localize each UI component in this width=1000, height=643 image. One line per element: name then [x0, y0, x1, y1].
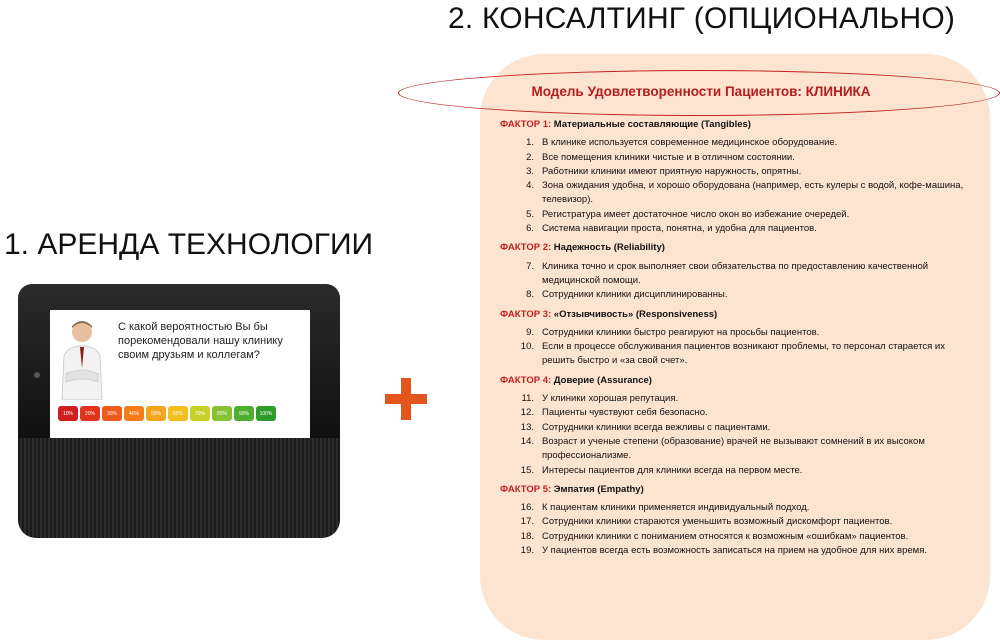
factor-label: ФАКТОР 4:: [500, 374, 552, 386]
list-item: [500, 392, 970, 406]
item-number: 6.: [526, 223, 534, 235]
factor-name: Надежность (Reliability): [553, 242, 665, 254]
item-text: Сотрудники клиники быстро реагируют на просьбы пациентов.: [542, 326, 820, 338]
item-text: У клиники хорошая репутация.: [542, 393, 679, 405]
rating-option[interactable]: 30%: [102, 406, 122, 421]
list-item: [500, 340, 970, 369]
list-item: [500, 326, 970, 340]
rental-heading: 1. АРЕНДА ТЕХНОЛОГИИ: [4, 228, 374, 261]
item-number: 15.: [520, 464, 534, 476]
item-number: 13.: [520, 421, 534, 433]
list-item: [500, 260, 970, 289]
tablet-frame: [18, 284, 340, 444]
factor-label: ФАКТОР 3:: [500, 308, 552, 320]
item-text: Сотрудники клиники с пониманием относятся к возможным «ошибкам» пациентов.: [542, 530, 909, 542]
item-number: 8.: [526, 289, 534, 301]
factor-heading: [500, 308, 970, 322]
rating-scale: [58, 406, 276, 421]
list-item: [500, 165, 970, 179]
item-text: Зона ожидания удобна, и хорошо оборудована (например, есть кулеры с водой, кофе-машина, телевизор).: [542, 180, 964, 206]
factor-heading: [500, 118, 970, 132]
camera-icon: [34, 372, 40, 378]
item-number: 12.: [520, 407, 534, 419]
factor-label: ФАКТОР 2:: [500, 242, 552, 254]
item-text: Если в процессе обслуживания пациентов возникают проблемы, то персонал старается их решить быстро и «за свой счет».: [542, 341, 945, 367]
factor-name: «Отзывчивость» (Responsiveness): [553, 308, 718, 320]
factor-items: [500, 260, 970, 303]
rating-option[interactable]: 40%: [124, 406, 144, 421]
rating-option[interactable]: 10%: [58, 406, 78, 421]
item-text: Пациенты чувствуют себя безопасно.: [542, 407, 708, 419]
item-number: 5.: [526, 208, 534, 220]
item-text: Работники клиники имеют приятную наружность, опрятны.: [542, 165, 802, 177]
factor-items: [500, 136, 970, 236]
factor-items: [500, 392, 970, 478]
item-number: 19.: [520, 545, 534, 557]
list-item: [500, 288, 970, 302]
list-item: [500, 421, 970, 435]
item-text: Сотрудники клиники стараются уменьшить возможный дискомфорт пациентов.: [542, 516, 893, 528]
list-item: [500, 530, 970, 544]
list-item: [500, 515, 970, 529]
list-item: [500, 406, 970, 420]
item-text: Возраст и ученые степени (образование) врачей не вызывают сомнений в их высоком профессионализме.: [542, 435, 925, 462]
item-number: 9.: [526, 326, 534, 338]
survey-tablet-image: [12, 278, 348, 540]
factor-label: ФАКТОР 1:: [500, 119, 552, 130]
factor-label: ФАКТОР 5:: [500, 483, 552, 495]
item-number: 16.: [520, 502, 534, 514]
item-text: К пациентам клиники применяется индивидуальный подход.: [542, 502, 810, 514]
survey-question: С какой вероятностью Вы бы порекомендовали нашу клинику своим друзьям и коллегам?: [118, 321, 283, 361]
item-text: В клинике используется современное медицинское оборудование.: [542, 137, 838, 149]
item-number: 14.: [520, 435, 534, 447]
list-item: [500, 222, 970, 236]
list-item: [500, 501, 970, 515]
item-text: Регистратура имеет достаточное число окон во избежание очередей.: [542, 208, 850, 220]
item-text: Сотрудники клиники дисциплинированны.: [542, 289, 728, 301]
rating-option[interactable]: 70%: [190, 406, 210, 421]
model-title: Модель Удовлетворенности Пациентов: КЛИНИКА: [531, 84, 871, 99]
list-item: [500, 151, 970, 165]
factors-list: [500, 118, 970, 563]
factor-heading: [500, 241, 970, 255]
item-number: 17.: [520, 516, 534, 528]
list-item: [500, 544, 970, 558]
rating-option[interactable]: 20%: [80, 406, 100, 421]
rating-option[interactable]: 80%: [212, 406, 232, 421]
list-item: [500, 208, 970, 222]
tablet-speaker-base: [18, 438, 340, 538]
item-text: У пациентов всегда есть возможность записаться на прием на удобное для них время.: [542, 545, 927, 557]
list-item: [500, 464, 970, 478]
list-item: [500, 435, 970, 464]
item-number: 4.: [526, 180, 534, 192]
item-number: 11.: [521, 393, 534, 405]
doctor-illustration-icon: [58, 316, 106, 400]
rating-option[interactable]: 60%: [168, 406, 188, 421]
item-number: 3.: [526, 165, 534, 177]
factor-items: [500, 326, 970, 369]
item-number: 18.: [520, 530, 534, 542]
factor-heading: [500, 483, 970, 497]
plus-icon: [385, 378, 427, 420]
item-text: Интересы пациентов для клиники всегда на первом месте.: [542, 464, 803, 476]
item-text: Система навигации проста, понятна, и удобна для пациентов.: [542, 223, 817, 235]
factor-items: [500, 501, 970, 558]
item-number: 1.: [526, 137, 534, 149]
item-number: 2.: [526, 151, 534, 163]
item-number: 7.: [526, 260, 534, 272]
factor-name: Материальные составляющие (Tangibles): [553, 119, 751, 130]
rating-option[interactable]: 50%: [146, 406, 166, 421]
item-text: Клиника точно и срок выполняет свои обязательства по предоставлению качественной медицинской помощи.: [542, 260, 929, 286]
consulting-heading: 2. КОНСАЛТИНГ (ОПЦИОНАЛЬНО): [448, 2, 956, 35]
rating-option[interactable]: 90%: [234, 406, 254, 421]
item-number: 10.: [520, 341, 534, 353]
item-text: Все помещения клиники чистые и в отличном состоянии.: [542, 151, 795, 163]
factor-name: Доверие (Assurance): [553, 374, 652, 386]
factor-name: Эмпатия (Empathy): [553, 483, 644, 495]
item-text: Сотрудники клиники всегда вежливы с пациентами.: [542, 421, 771, 433]
list-item: [500, 179, 970, 208]
tablet-screen: [50, 310, 310, 438]
factor-heading: [500, 374, 970, 388]
rating-option[interactable]: 100%: [256, 406, 276, 421]
list-item: [500, 136, 970, 150]
